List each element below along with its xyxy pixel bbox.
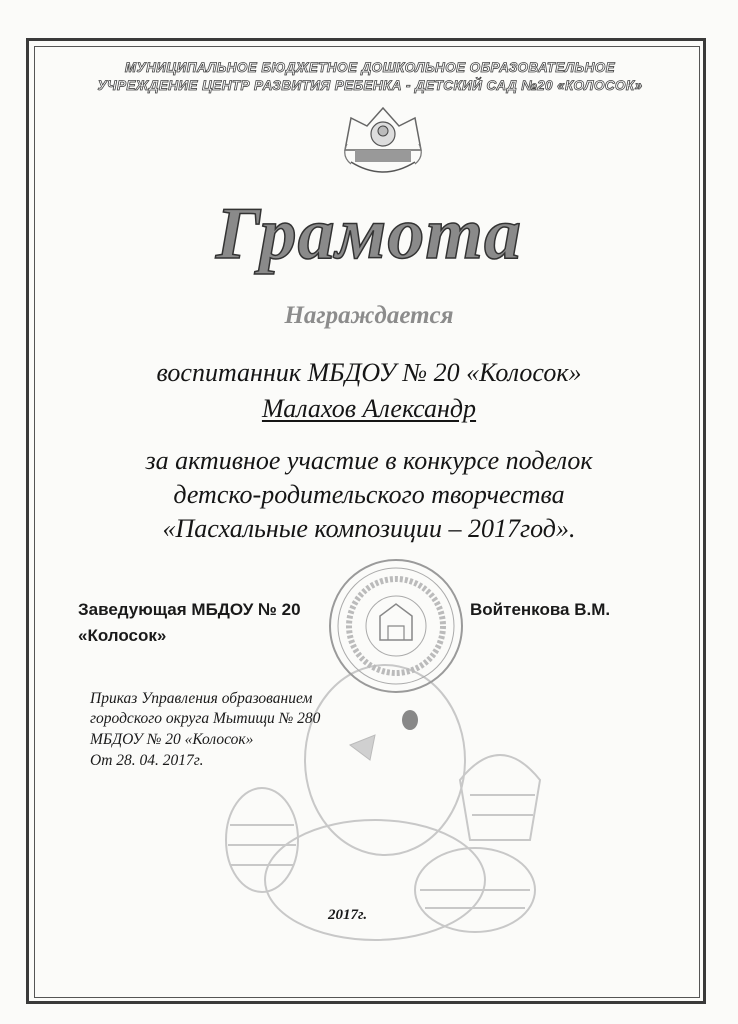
recipient-line: воспитанник МБДОУ № 20 «Колосок» bbox=[156, 358, 582, 387]
organization-line-1: МУНИЦИПАЛЬНОЕ БЮДЖЕТНОЕ ДОШКОЛЬНОЕ ОБРАЗОВАТЕЛЬНОЕ bbox=[124, 60, 616, 75]
certificate-year: 2017г. bbox=[328, 907, 368, 923]
round-seal-icon bbox=[326, 556, 466, 696]
reason-line-1: за активное участие в конкурсе поделок bbox=[145, 446, 593, 475]
reason-line-2: детско-родительского творчества bbox=[173, 480, 565, 509]
awarded-label: Награждается bbox=[284, 302, 454, 329]
recipient-name: Малахов Александр bbox=[261, 394, 477, 423]
signature-position-line-2: «Колосок» bbox=[78, 626, 167, 645]
certificate-title: Грамота bbox=[216, 193, 522, 275]
order-line-3: МБДОУ № 20 «Колосок» bbox=[90, 731, 254, 748]
signature-position-line-1: Заведующая МБДОУ № 20 bbox=[78, 600, 301, 619]
reason-line-3: «Пасхальные композиции – 2017год». bbox=[162, 514, 576, 543]
order-line-4: От 28. 04. 2017г. bbox=[90, 752, 204, 769]
kindergarten-emblem-icon bbox=[337, 104, 429, 184]
director-name: Войтенкова В.М. bbox=[470, 600, 611, 619]
organization-line-2: УЧРЕЖДЕНИЕ ЦЕНТР РАЗВИТИЯ РЕБЕНКА - ДЕТСКИЙ САД №20 «КОЛОСОК» bbox=[97, 78, 643, 93]
order-line-2: городского округа Мытищи № 280 bbox=[90, 710, 321, 727]
order-line-1: Приказ Управления образованием bbox=[90, 690, 313, 707]
